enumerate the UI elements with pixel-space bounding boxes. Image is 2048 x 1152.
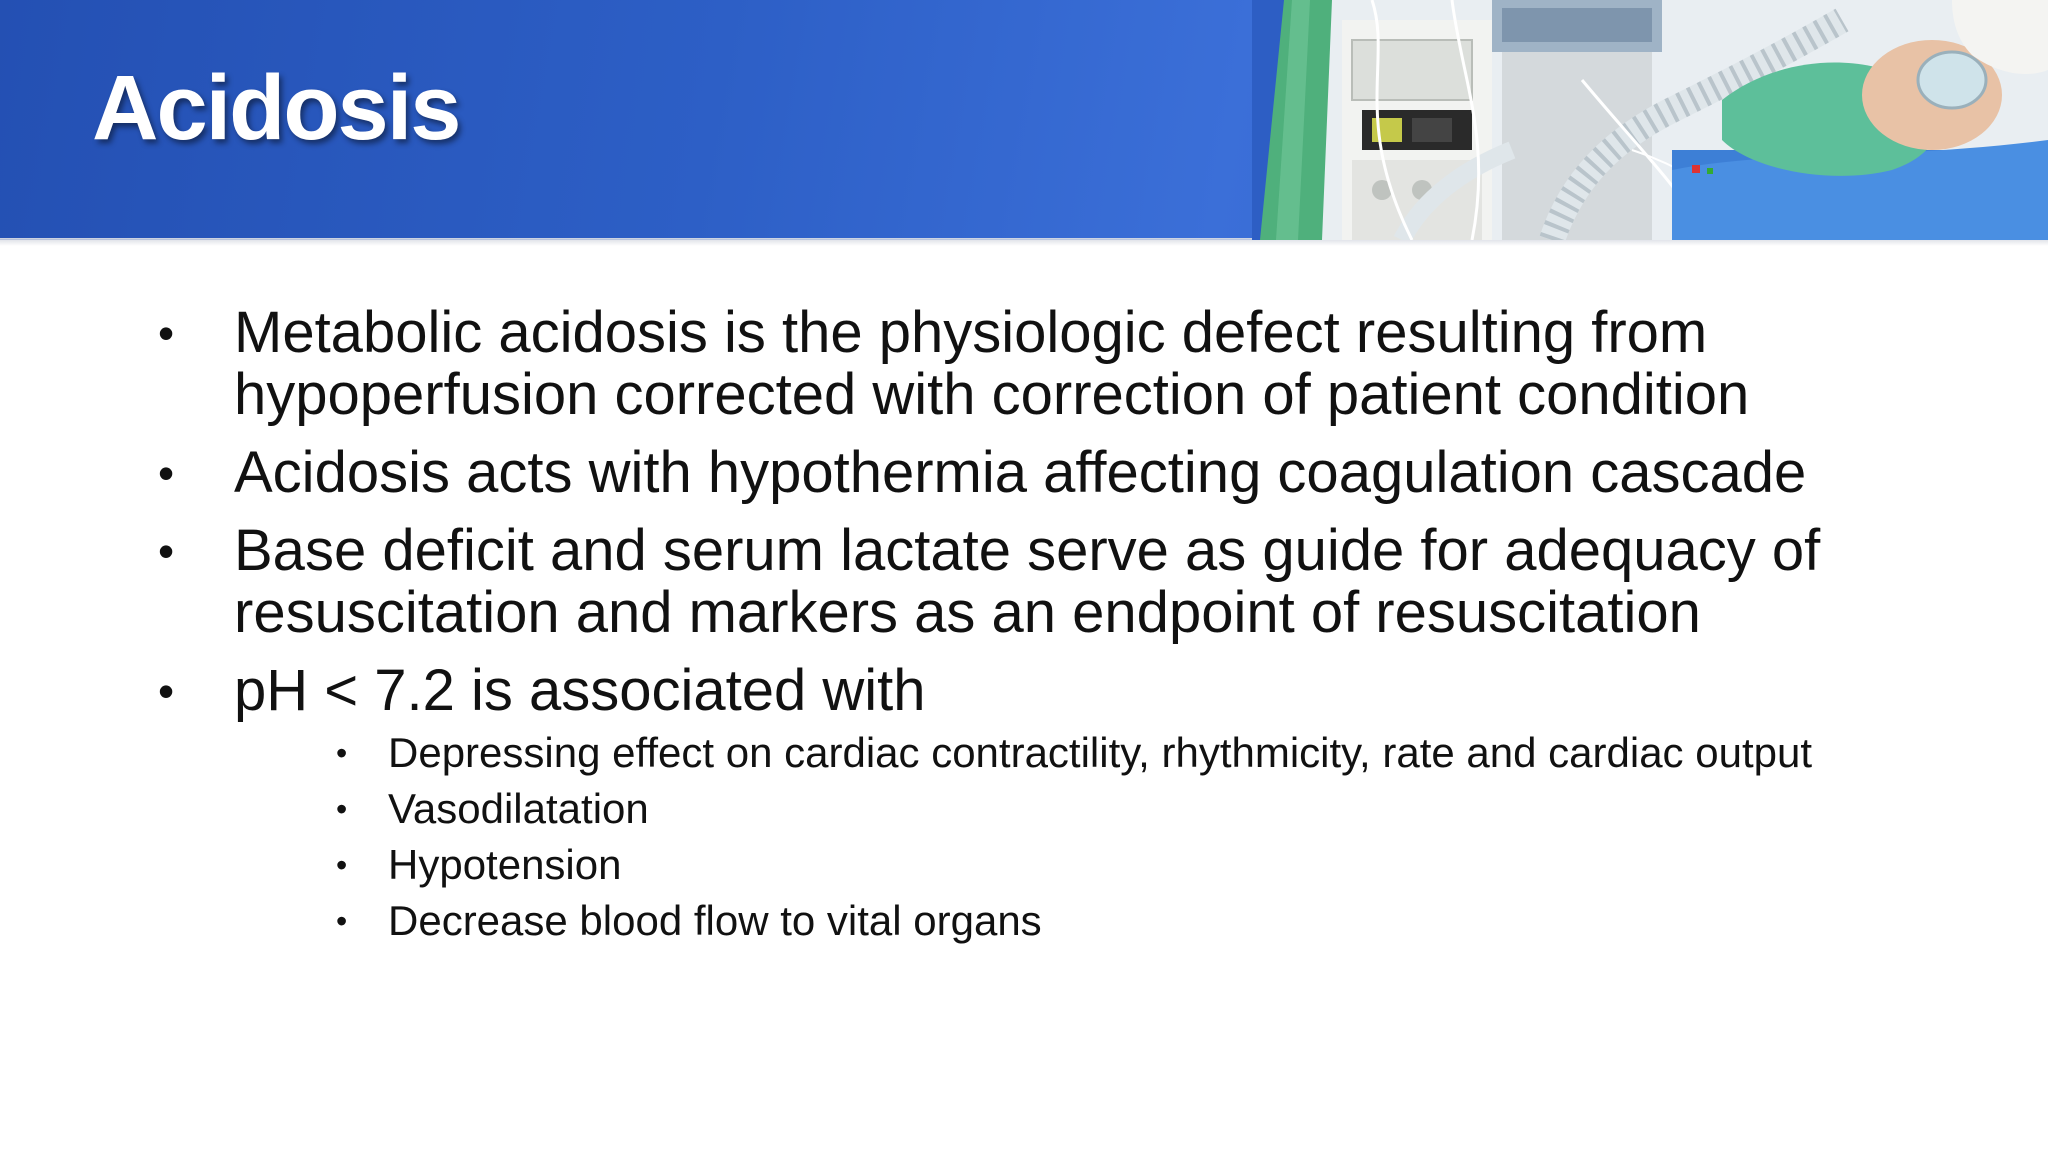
- slide-title: Acidosis: [92, 57, 460, 159]
- sub-bullet-item: [336, 786, 1866, 832]
- sub-bullet-text: Vasodilatation: [388, 785, 649, 832]
- sub-bullet-text: Depressing effect on cardiac contractility, rhythmicity, rate and cardiac output: [388, 729, 1813, 776]
- bullet-text: Base deficit and serum lactate serve as guide for adequacy of resuscitation and markers as an endpoint of resuscitation: [234, 518, 1821, 645]
- bullet-list: [158, 302, 1918, 960]
- sub-bullet-marker: •: [336, 847, 348, 883]
- bullet-text: pH < 7.2 is associated with: [234, 658, 926, 723]
- bullet-text: Acidosis acts with hypothermia affecting coagulation cascade: [234, 440, 1807, 505]
- sub-bullet-text: Hypotension: [388, 841, 622, 888]
- bullet-marker: •: [158, 307, 175, 359]
- bullet-marker: •: [158, 665, 175, 717]
- bullet-item: [158, 302, 1918, 426]
- sub-bullet-marker: •: [336, 903, 348, 939]
- sub-bullet-list: [336, 730, 1866, 944]
- sub-bullet-item: [336, 842, 1866, 888]
- sub-bullet-marker: •: [336, 735, 348, 771]
- sub-bullet-item: [336, 730, 1866, 776]
- bullet-marker: •: [158, 447, 175, 499]
- bullet-item: [158, 520, 1918, 644]
- sub-bullet-text: Decrease blood flow to vital organs: [388, 897, 1042, 944]
- sub-bullet-marker: •: [336, 791, 348, 827]
- bullet-item: [158, 442, 1918, 504]
- bullet-text: Metabolic acidosis is the physiologic defect resulting from hypoperfusion corrected with correction of patient condition: [234, 300, 1750, 427]
- sub-bullet-item: [336, 898, 1866, 944]
- bullet-marker: •: [158, 525, 175, 577]
- bullet-item: [158, 660, 1918, 944]
